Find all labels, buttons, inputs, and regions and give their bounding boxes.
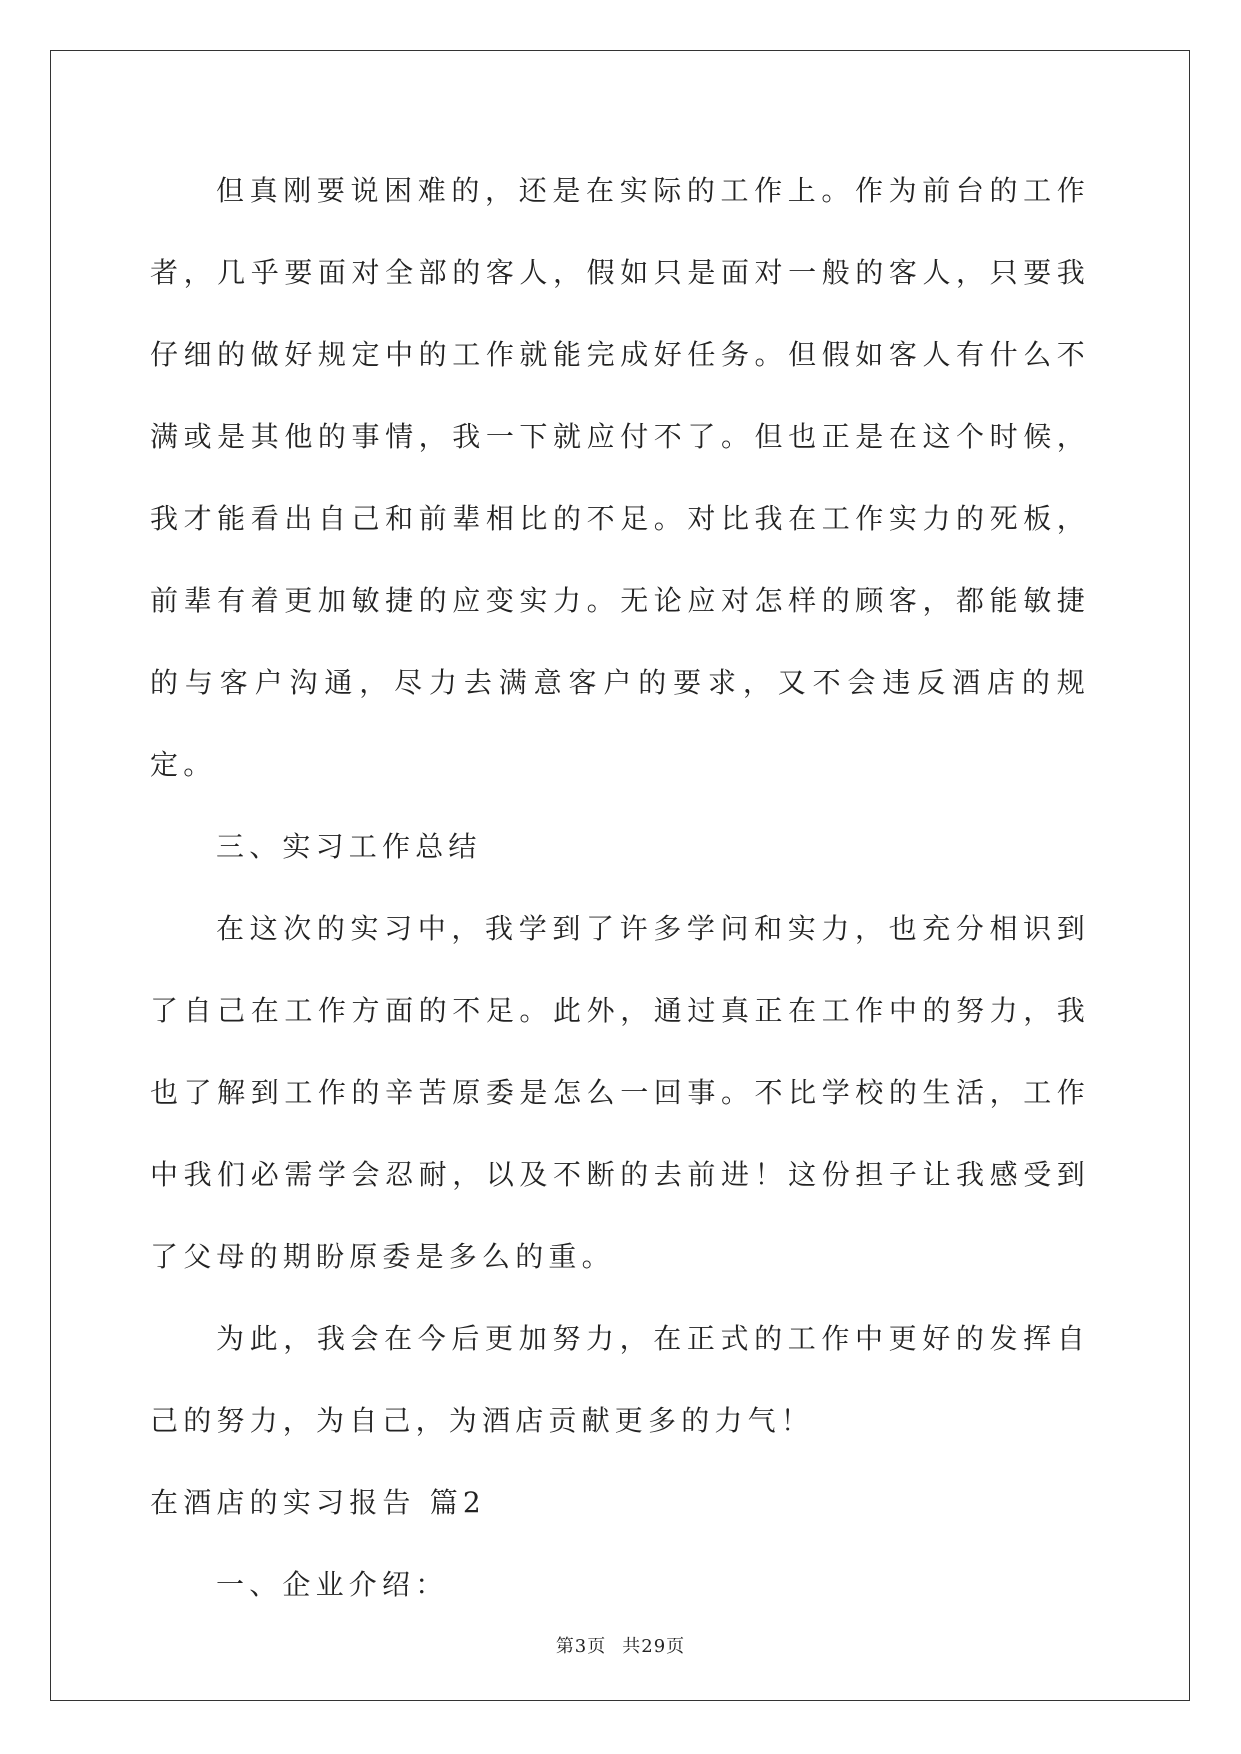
paragraph: 为此，我会在今后更加努力，在正式的工作中更好的发挥自己的努力，为自己，为酒店贡献更多的力气！ [150,1322,1090,1437]
document-body [150,150,1090,1626]
paragraph: 但真刚要说困难的，还是在实际的工作上。作为前台的工作者，几乎要面对全部的客人，假如只是面对一般的客人，只要我仔细的做好规定中的工作就能完成好任务。但假如客人有什么不满或是其他的事情，我一下就应付不了。但也正是在这个时候，我才能看出自己和前辈相比的不足。对比我在工作实力的死板，前辈有着更加敏捷的应变实力。无论应对怎样的顾客，都能敏捷的与客户沟通，尽力去满意客户的要求，又不会违反酒店的规定。 [150,174,1090,781]
section-heading: 一、企业介绍： [216,1568,449,1601]
page-number: 第3页 [555,1636,607,1657]
paragraph: 在这次的实习中，我学到了许多学问和实力，也充分相识到了自己在工作方面的不足。此外，通过真正在工作中的努力，我也了解到工作的辛苦原委是怎么一回事。不比学校的生活，工作中我们必需学会忍耐，以及不断的去前进！这份担子让我感受到了父母的期盼原委是多么的重。 [150,912,1090,1273]
section-heading: 三、实习工作总结 [216,830,482,863]
page-footer [0,1632,1241,1658]
article-title: 在酒店的实习报告 篇2 [150,1486,486,1519]
page-total: 共29页 [622,1636,686,1657]
